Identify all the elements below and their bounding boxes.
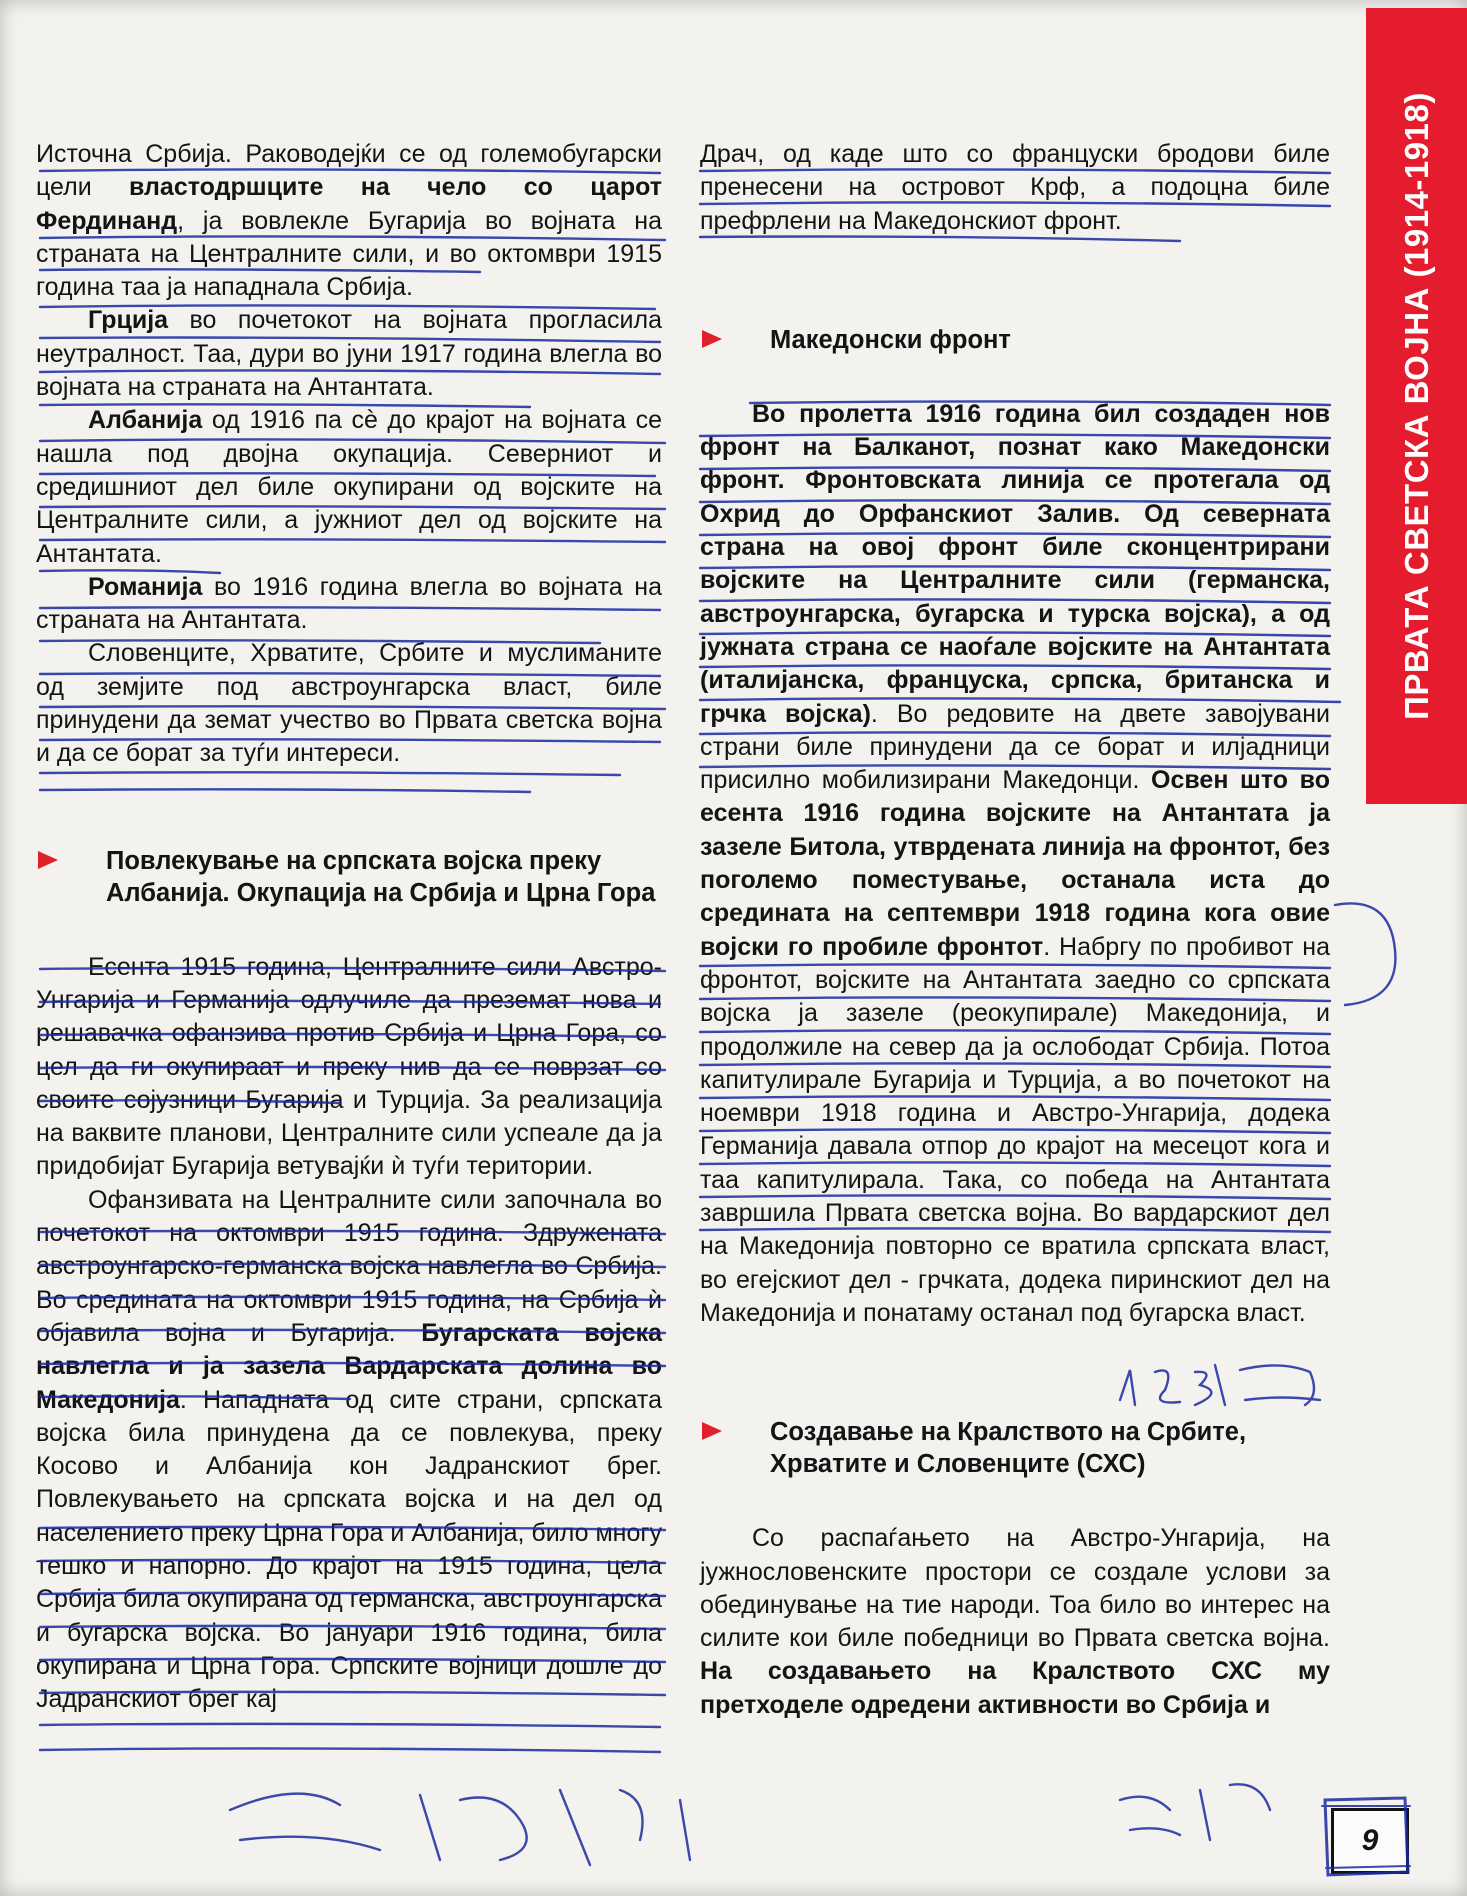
chapter-sidebar xyxy=(1366,8,1467,804)
paragraph-romania: Романија во 1916 година влегла во војната на страната на Антантата. xyxy=(36,572,662,635)
right-column xyxy=(700,138,1330,1722)
section-heading-macedonian-front: Македонски фронт xyxy=(700,324,1330,356)
bullet-triangle-icon xyxy=(702,330,722,348)
paragraph-durres: Драч, од каде што со француски бродови биле пренесени на островот Крф, а подоцна биле префрлени на Македонскиот фронт. xyxy=(700,140,1330,235)
bullet-triangle-icon xyxy=(38,851,58,869)
paragraph-bulgaria: Источна Србија. Раководејќи се од големобугарски цели властодршците на чело со царот Фердинанд, ја вовлекле Бугарија во војната на страната на Централните сили, и во октомври 1915 година таа ја нападнала Србија. xyxy=(36,140,662,302)
left-column xyxy=(36,138,662,1716)
chapter-title: ПРВАТА СВЕТСКА ВОЈНА (1914-1918) xyxy=(1397,92,1435,720)
paragraph-macedonian-front: Во пролетта 1916 година бил создаден нов фронт на Балканот, познат како Македонски фронт. Фронтовската линија се протегала од Охрид до Орфанскиот Залив. Од северната страна на овој фронт биле сконцентрирани војските на Централните сили (германска, австроунгарска, бугарска и турска војска), а од јужната страна се наоѓале војските на Антантата (италијанска, француска, српска, британска и грчка војска). Во редовите на двете завојувани страни биле принудени да се борат и илјадници присилно мобилизирани Македонци. Освен што во есента 1916 година војските на Антантата ја зазеле Битола, утврдената линија на фронтот, без поголемо поместување, останала иста до средината на септември 1918 година кога овие војски го пробиле фронтот. Набргу по пробивот на фронтот, војските на Антантата заедно со српската војска ја зазеле (реокупирале) Македонија, и продолжиле на север да ја ослободат Србија. Потоа капитулирале Бугарија и Турција, а во почетокот на ноември 1918 година и Австро-Унгарија, додека Германија давала отпор до крајот на месецот кога и таа капитулирала. Така, со победа на Антантата завршила Првата светска војна. Во вардарскиот дел на Македонија повторно се вратила српската власт, во егејскиот дел - грчката, додека пиринскиот дел на Македонија и понатаму останал под бугарска власт. xyxy=(700,399,1330,1327)
paragraph-kingdom-shs: Со распаѓањето на Австро-Унгарија, на јужнословенските простори се создале услови за обединување на тие народи. Тоа било во интерес на силите кои биле победници во Првата светска војна. На создавањето на Кралството СХС му претходеле одредени активности во Србија и xyxy=(700,1524,1330,1719)
paragraph-albania: Албанија од 1916 па сѐ до крајот на војната се нашла под двојна окупација. Северниот и средишниот дел биле окупирани од војските на Централните сили, а јужниот дел од војските на Антантата. xyxy=(36,406,662,568)
paragraph-offensive-plan: Есента 1915 година, Централните сили Австро-Унгарија и Германија одлучиле да преземат нова и решавачка офанзива против Србија и Црна Гора, со цел да ги окупираат и преку нив да се поврзат со своите сојузници Бугарија и Турција. За реализација на ваквите планови, Централните сили успеале да ја придобијат Бугарија ветувајќи ѝ туѓи територии. xyxy=(36,952,662,1181)
paragraph-greece: Грција во почетокот на војната прогласила неутралност. Таа, дури во јуни 1917 година влегла во војната на страната на Антантата. xyxy=(36,306,662,402)
paragraph-south-slavs: Словенците, Хрватите, Србите и муслиманите од земјите под австроунгарска власт, биле принудени да земат учество во Првата светска војна и да се борат за туѓи интереси. xyxy=(36,639,662,768)
paragraph-offensive: Офанзивата на Централните сили започнала во почетокот на октомври 1915 година. Здружената австроунгарско-германска војска навлегла во Србија. Во средината на октомври 1915 година, на Србија ѝ објавила војна и Бугарија. Бугарската војска навлегла и ја зазела Вардарската долина во Македонија. Нападната од сите страни, српската војска била принудена да се повлекува, преку Косово и Албанија кон Јадранскиот брег. Повлекувањето на српската војска и на дел од населението преку Црна Гора и Албанија, било многу тешко и напорно. До крајот на 1915 година, цела Србија била окупирана од германска, австроунгарска и бугарска војска. Во јануари 1916 година, била окупирана и Црна Гора. Српските војници дошле до Јадранскиот брег кај xyxy=(36,1185,662,1714)
section-heading-kingdom-shs: Создавање на Кралството на Србите, Хрватите и Словенците (СХС) xyxy=(700,1416,1330,1480)
bullet-triangle-icon xyxy=(702,1422,722,1440)
section-heading-serbian-retreat: Повлекување на српската војска преку Албанија. Окупација на Србија и Црна Гора xyxy=(36,845,662,909)
page-number: 9 xyxy=(1331,1808,1409,1874)
